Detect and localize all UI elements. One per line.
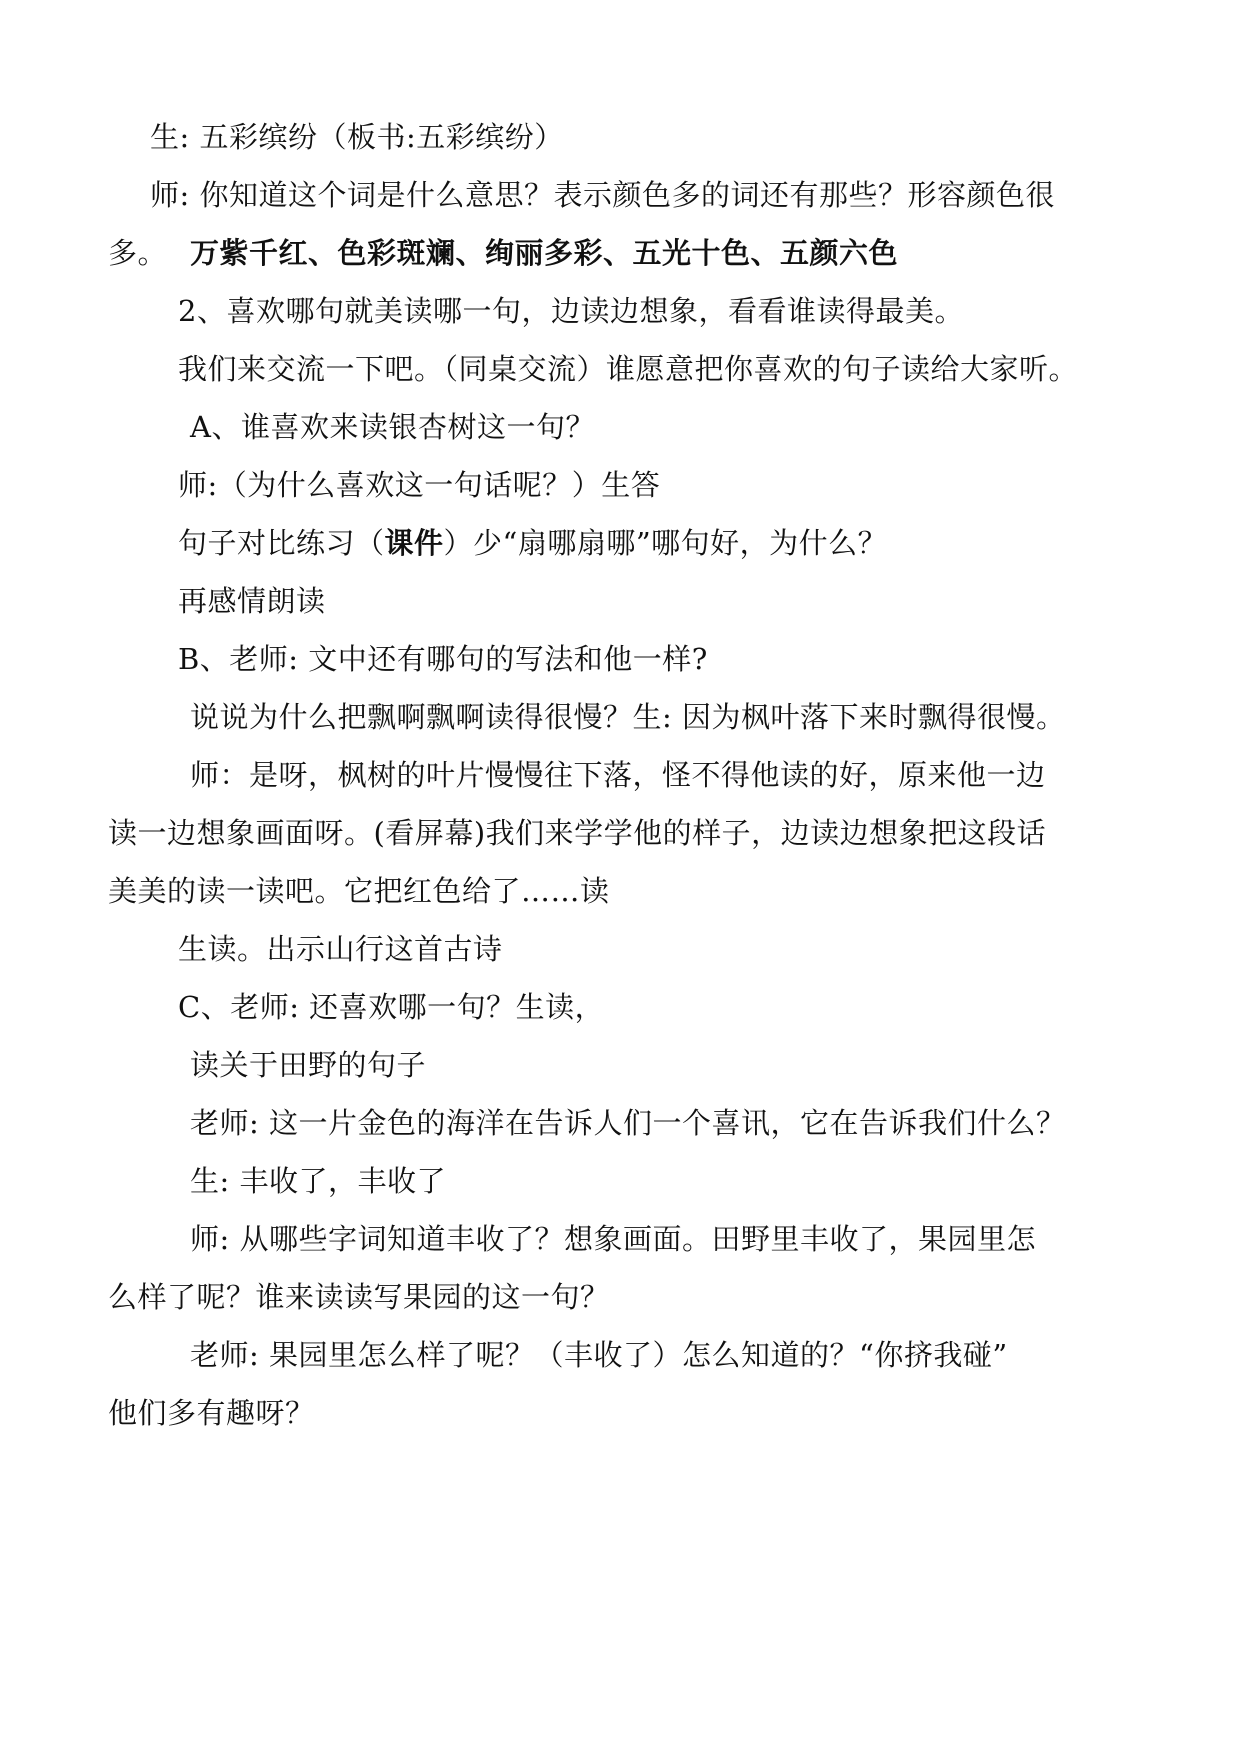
text-line-1: 生: 五彩缤纷（板书:五彩缤纷）: [150, 120, 564, 154]
bold-keyword: 课件: [384, 526, 444, 560]
text-line-22: 老师: 果园里怎么样了呢？（丰收了）怎么知道的？“你挤我碰”: [190, 1338, 1008, 1372]
text-line-20: 师: 从哪些字词知道丰收了？想象画面。田野里丰收了，果园里怎: [190, 1222, 1036, 1256]
text-line-23: 他们多有趣呀？: [108, 1396, 315, 1430]
bold-vocabulary-line: 万紫千红、色彩斑斓、绚丽多彩、五光十色、五颜六色: [190, 236, 899, 270]
text-line-16: C、老师: 还喜欢哪一句？生读，: [178, 990, 605, 1024]
text-line-15: 生读。出示山行这首古诗: [178, 932, 503, 966]
text-line-2: 师: 你知道这个词是什么意思？表示颜色多的词还有那些？形容颜色很: [150, 178, 1055, 212]
text-line-19: 生: 丰收了，丰收了: [190, 1164, 446, 1198]
text-line-17: 读关于田野的句子: [190, 1048, 427, 1082]
text-line-9: 再感情朗读: [178, 584, 326, 618]
text-line-6: A、谁喜欢来读银杏树这一句？: [190, 410, 595, 444]
text-line-4: 2、喜欢哪句就美读哪一句，边读边想象，看看谁读得最美。: [178, 294, 964, 328]
text-line-21: 么样了呢？谁来读读写果园的这一句？: [108, 1280, 610, 1314]
text-line-14: 美美的读一读吧。它把红色给了……读: [108, 874, 610, 908]
text-line-5: 我们来交流一下吧。（同桌交流）谁愿意把你喜欢的句子读给大家听。: [178, 352, 1079, 386]
text-line-3: 多。: [108, 236, 168, 270]
text-segment: 句子对比练习（: [178, 526, 385, 560]
text-line-7: 师:（为什么喜欢这一句话呢？）生答: [178, 468, 661, 502]
text-line-12: 师：是呀，枫树的叶片慢慢往下落，怪不得他读的好，原来他一边: [190, 758, 1046, 792]
text-segment: ）少“扇哪扇哪”哪句好，为什么？: [443, 526, 888, 560]
text-line-10: B、老师: 文中还有哪句的写法和他一样?: [178, 642, 708, 676]
text-line-13: 读一边想象画面呀。(看屏幕)我们来学学他的样子，边读边想象把这段话: [108, 816, 1047, 850]
text-line-8: [178, 523, 887, 563]
text-line-11: 说说为什么把飘啊飘啊读得很慢？生: 因为枫叶落下来时飘得很慢。: [190, 700, 1066, 734]
text-line-18: 老师: 这一片金色的海洋在告诉人们一个喜讯，它在告诉我们什么？: [190, 1106, 1066, 1140]
